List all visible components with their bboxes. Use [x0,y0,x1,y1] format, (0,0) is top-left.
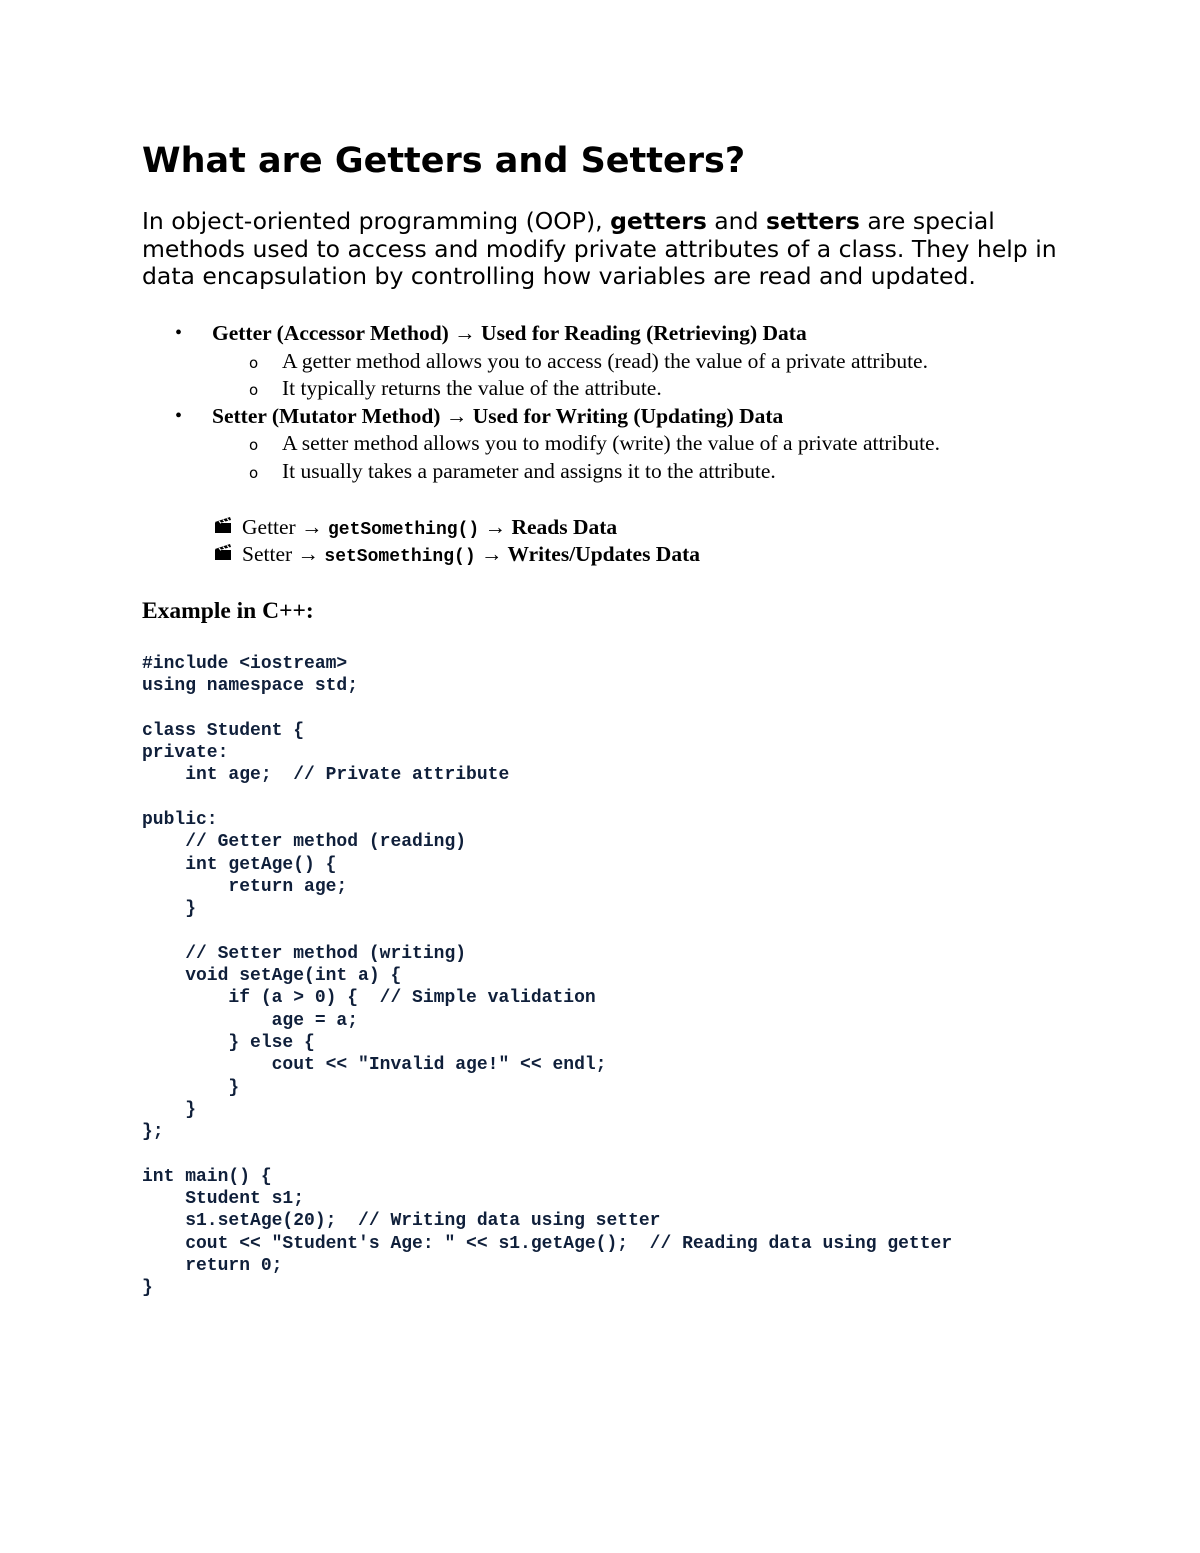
sub-bullet-item [142,430,1102,458]
bullet-item-setter [142,403,1102,431]
sub-bullet-text: It typically returns the value of the attribute. [282,376,662,400]
intro-text-1: In object-oriented programming (OOP), [142,207,611,235]
bullet-marker: • [175,322,183,344]
sub-bullet-item [142,458,1102,486]
sub-bullet-item [142,375,1102,403]
summary-suffix: → Reads Data [479,515,618,539]
clapperboard-icon [213,515,233,535]
bullet-label: Setter (Mutator Method) → Used for Writing (Updating) Data [212,403,784,428]
summary-getter-text [242,514,617,544]
summary-code: getSomething() [327,520,480,540]
clapperboard-icon [213,542,233,562]
intro-paragraph [142,208,1072,291]
bullet-item-getter [142,320,1102,348]
sub-bullet-marker: o [249,353,259,372]
bullet-label: Getter (Accessor Method) → Used for Reading (Retrieving) Data [212,321,807,345]
intro-bold-getters: getters [610,207,707,235]
intro-text-2: and [706,207,766,235]
bullet-marker: • [175,404,183,427]
sub-bullet-text: A getter method allows you to access (read) the value of a private attribute. [282,348,928,373]
example-heading: Example in C++: [142,598,314,624]
summary-prefix: Getter → [242,515,328,539]
summary-code: setSomething() [324,547,476,567]
sub-bullet-item [142,348,1102,376]
sub-bullet-text: A setter method allows you to modify (write) the value of a private attribute. [282,431,940,455]
sub-bullet-marker: o [249,381,259,399]
summary-suffix: → Writes/Updates Data [475,542,700,566]
summary-setter-text [242,541,700,571]
code-block: #include <iostream> using namespace std; class Student { private: int age; // Private attribute public: // Getter method (reading) int getAge() { return age; } // Setter method (writing) void setAge(int a) { if (a > 0) { // Simple validation age = a; } else { cout << "Invalid age!" << endl; } } }; int main() { Student s1; s1.setAge(20); // Writing data using setter cout << "Student's Age: " << s1.getAge(); // Reading data using getter return 0; } [142,654,953,1299]
sub-bullet-marker: o [249,436,259,454]
sub-bullet-text: It usually takes a parameter and assigns it to the attribute. [282,458,776,483]
summary-prefix: Setter → [242,542,325,566]
intro-bold-setters: setters [765,207,860,235]
intro-text-3: are special methods used to access and modify private attributes of a class. They help in data encapsulation by controlling how variables are read and updated. [142,207,1057,290]
sub-bullet-marker: o [249,463,259,482]
page-title: What are Getters and Setters? [142,141,746,181]
bullet-list [142,320,1102,485]
